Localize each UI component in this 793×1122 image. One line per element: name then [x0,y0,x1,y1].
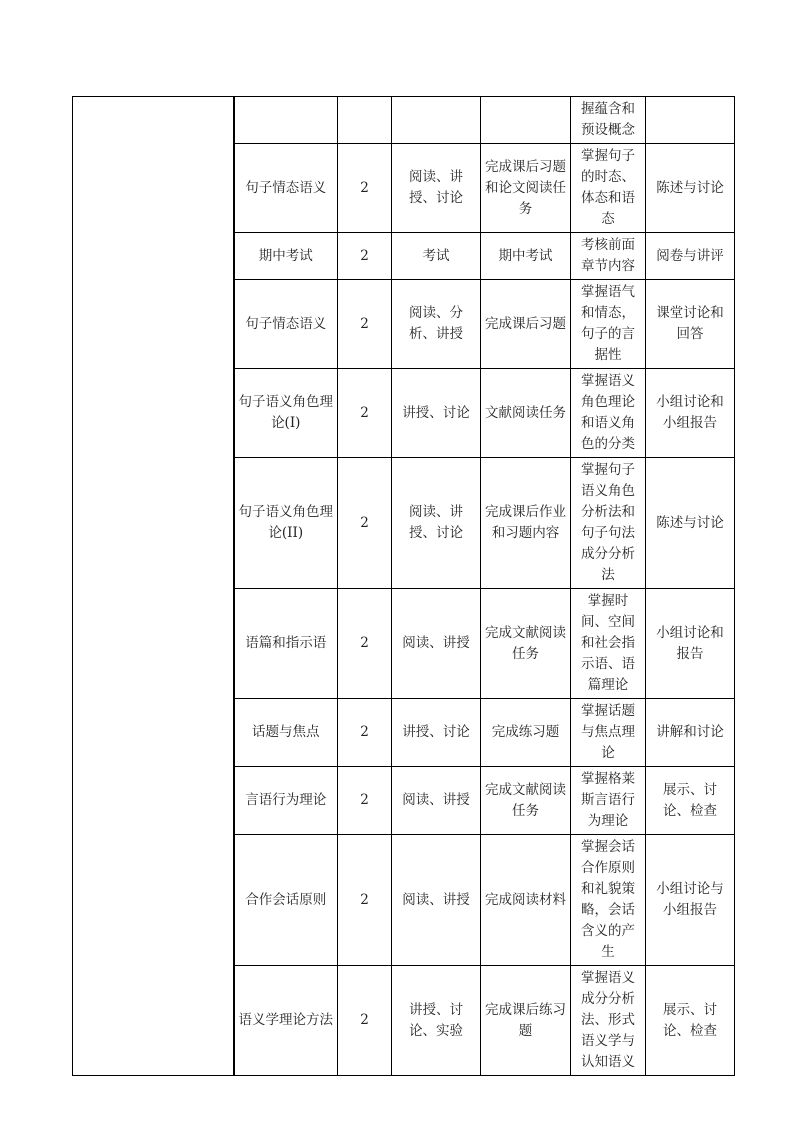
method-cell [392,97,481,144]
method-cell: 阅读、讲授 [392,835,481,966]
hours-cell: 2 [338,458,392,589]
objective-cell: 掌握语义成分分析法、形式语义学与认知语义 [571,966,646,1076]
objective-cell: 掌握语气和情态，句子的言据性 [571,280,646,369]
topic-cell [234,97,338,144]
topic-cell: 句子情态语义 [234,144,338,233]
assessment-cell: 小组讨论与小组报告 [646,835,735,966]
objective-cell: 掌握话题与焦点理论 [571,699,646,767]
table-row [73,97,735,144]
hours-cell: 2 [338,767,392,835]
topic-cell: 合作会话原则 [234,835,338,966]
method-cell: 阅读、讲授、讨论 [392,458,481,589]
method-cell: 讲授、讨论 [392,369,481,458]
topic-cell: 句子情态语义 [234,280,338,369]
topic-cell: 语义学理论方法 [234,966,338,1076]
task-cell: 文献阅读任务 [481,369,571,458]
method-cell: 讲授、讨论、实验 [392,966,481,1076]
method-cell: 阅读、分析、讲授 [392,280,481,369]
topic-cell: 期中考试 [234,233,338,280]
topic-cell: 语篇和指示语 [234,589,338,699]
task-cell: 期中考试 [481,233,571,280]
objective-cell: 掌握句子的时态、体态和语态 [571,144,646,233]
objective-cell: 考核前面章节内容 [571,233,646,280]
task-cell [481,97,571,144]
hours-cell: 2 [338,699,392,767]
objective-cell: 掌握格莱斯言语行为理论 [571,767,646,835]
assessment-cell [646,97,735,144]
method-cell: 阅读、讲授、讨论 [392,144,481,233]
task-cell: 完成课后练习题 [481,966,571,1076]
topic-cell: 句子语义角色理论(II) [234,458,338,589]
task-cell: 完成文献阅读任务 [481,767,571,835]
assessment-cell: 讲解和讨论 [646,699,735,767]
method-cell: 考试 [392,233,481,280]
merged-outer-cell [73,97,234,1076]
task-cell: 完成文献阅读任务 [481,589,571,699]
course-schedule-table [72,96,735,1076]
assessment-cell: 展示、讨论、检查 [646,767,735,835]
assessment-cell: 小组讨论和小组报告 [646,369,735,458]
hours-cell: 2 [338,835,392,966]
task-cell: 完成课后作业和习题内容 [481,458,571,589]
hours-cell: 2 [338,589,392,699]
hours-cell: 2 [338,966,392,1076]
objective-cell: 掌握句子语义角色分析法和句子句法成分分析法 [571,458,646,589]
assessment-cell: 小组讨论和报告 [646,589,735,699]
hours-cell: 2 [338,280,392,369]
topic-cell: 言语行为理论 [234,767,338,835]
hours-cell: 2 [338,144,392,233]
topic-cell: 话题与焦点 [234,699,338,767]
assessment-cell: 课堂讨论和回答 [646,280,735,369]
task-cell: 完成阅读材料 [481,835,571,966]
objective-cell: 掌握语义角色理论和语义角色的分类 [571,369,646,458]
objective-cell: 握蕴含和预设概念 [571,97,646,144]
topic-cell: 句子语义角色理论(I) [234,369,338,458]
assessment-cell: 阅卷与讲评 [646,233,735,280]
method-cell: 阅读、讲授 [392,589,481,699]
task-cell: 完成课后习题 [481,280,571,369]
hours-cell: 2 [338,369,392,458]
task-cell: 完成练习题 [481,699,571,767]
assessment-cell: 陈述与讨论 [646,144,735,233]
hours-cell: 2 [338,233,392,280]
assessment-cell: 陈述与讨论 [646,458,735,589]
task-cell: 完成课后习题和论文阅读任务 [481,144,571,233]
hours-cell [338,97,392,144]
assessment-cell: 展示、讨论、检查 [646,966,735,1076]
method-cell: 讲授、讨论 [392,699,481,767]
objective-cell: 掌握时间、空间和社会指示语、语篇理论 [571,589,646,699]
method-cell: 阅读、讲授 [392,767,481,835]
objective-cell: 掌握会话合作原则和礼貌策略，会话含义的产生 [571,835,646,966]
